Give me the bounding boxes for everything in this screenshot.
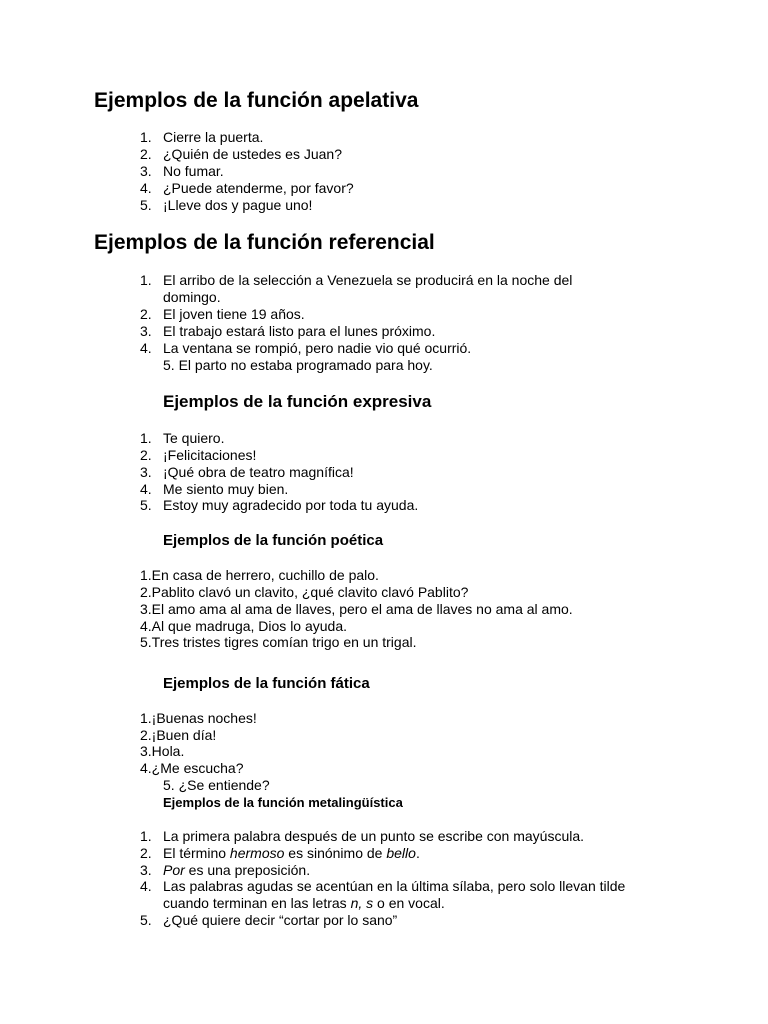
list-item: 2.¡Buen día! [140,727,217,743]
list-item: 3.Hola. [140,743,185,759]
list-item: 5. ¿Se entiende? [163,777,270,793]
list-item: 1.En casa de herrero, cuchillo de palo. [140,567,379,583]
heading-referencial: Ejemplos de la función referencial [94,231,435,254]
heading-poetica: Ejemplos de la función poética [163,532,384,549]
list-item: 4.Al que madruga, Dios lo ayuda. [140,618,348,634]
heading-apelativa: Ejemplos de la función apelativa [94,89,419,112]
list-item: 3.El amo ama al ama de llaves, pero el ama de llaves no ama al amo. [140,601,573,617]
heading-expresiva: Ejemplos de la función expresiva [163,392,432,411]
list-item: 4.¿Me escucha? [140,760,244,776]
list-item: 5.Tres tristes tigres comían trigo en un trigal. [140,634,417,650]
heading-fatica: Ejemplos de la función fática [163,675,370,692]
list-item: 2.Pablito clavó un clavito, ¿qué clavito clavó Pablito? [140,584,469,600]
heading-metalinguistica: Ejemplos de la función metalingüística [163,795,403,810]
document-page: Ejemplos de la función apelativa 1. Cierre la puerta. 2. ¿Quién de ustedes es Juan? 3. No fumar. 4. ¿Puede atenderme, por favor? 5. ¡Lleve dos y pague uno! Ejemplos de la función referencial 1. El arribo de la selección a Venezuela se producirá en la noche del domingo. 2. El joven tiene 19 años. 3. El trabajo estará listo para el lunes próximo. 4. La ventana se rompió, pero nadie vio qué ocurrió. 5. El parto no estaba programado para hoy. Ejemplos de la función expresiva 1. Te quiero. 2. ¡Felicitaciones! 3. ¡Qué obra de teatro magnífica! 4. Me siento muy bien. 5. Estoy muy agradecido por toda tu ayuda. Ejemplos de la función poética 1.En casa de herrero, cuchillo de palo. 2.Pablito clavó un clavito, ¿qué clavito clavó Pablito? 3.El amo ama al ama de llaves, pero el ama de llaves no ama al amo. 4.Al que madruga, Dios lo ayuda. 5.Tres tristes tigres comían trigo en un trigal. Ejemplos de la función fática 1.¡Buenas noches! 2.¡Buen día! 3.Hola. 4.¿Me escucha? 5. ¿Se entiende? Ejemplos de la función metalingüística 1. La primera palabra después de un punto se escribe con mayúscula. 2. El término hermoso es sinónimo de bello. 3. Por es una preposición. 4. Las palabras agudas se acentúan en la última sílaba, pero solo llevan tilde cuando terminan en las letras n, s o en vocal. 5. ¿Qué quiere decir “cortar por lo sano” [94,89,626,928]
list-item: 1.¡Buenas noches! [140,710,257,726]
